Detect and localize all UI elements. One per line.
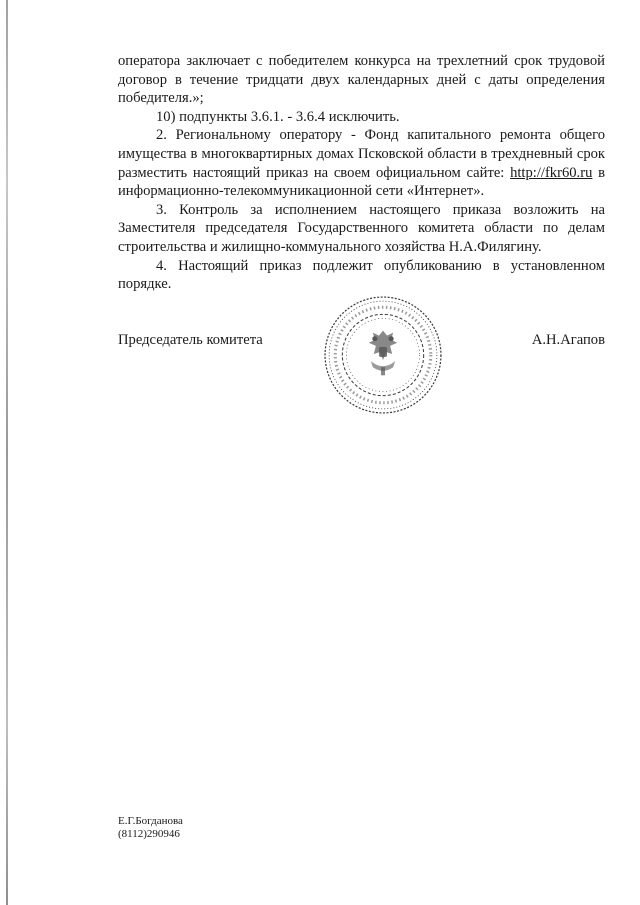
paragraph-continuation: оператора заключает с победителем конкурса на трехлетний срок трудовой договор в течение тридцати двух календарных дней с даты определения победителя.»; bbox=[118, 53, 605, 107]
executor-phone: (8112)290946 bbox=[118, 828, 180, 840]
signatory-name: А.Н.Агапов bbox=[531, 332, 605, 348]
document-footer bbox=[118, 815, 183, 841]
official-stamp-icon bbox=[322, 294, 444, 416]
paragraph-2-text-end: в информационно-телекоммуникационной сети «Интернет». bbox=[118, 164, 605, 200]
website-link[interactable]: http://fkr60.ru bbox=[510, 164, 593, 181]
paragraph-3: 3. Контроль за исполнением настоящего приказа возложить на Заместителя председателя Государственного комитета области по делам строительства и жилищно-коммунального хозяйства Н.А.Филягину. bbox=[118, 201, 605, 255]
scan-edge-line bbox=[6, 0, 8, 905]
executor-name: Е.Г.Богданова bbox=[118, 815, 183, 827]
paragraph-4: 4. Настоящий приказ подлежит опубликованию в установленном порядке. bbox=[118, 257, 605, 293]
paragraph-item-10: 10) подпункты 3.6.1. - 3.6.4 исключить. bbox=[156, 108, 400, 125]
paragraph-2-text: 2. Региональному оператору - Фонд капитального ремонта общего имущества в многоквартирных домах Псковской области в трехдневный срок разместить настоящий приказ на своем официальном сайте: bbox=[118, 127, 605, 181]
paragraph-2 bbox=[118, 126, 605, 200]
signatory-title: Председатель комитета bbox=[118, 332, 263, 348]
document-body bbox=[118, 52, 605, 294]
